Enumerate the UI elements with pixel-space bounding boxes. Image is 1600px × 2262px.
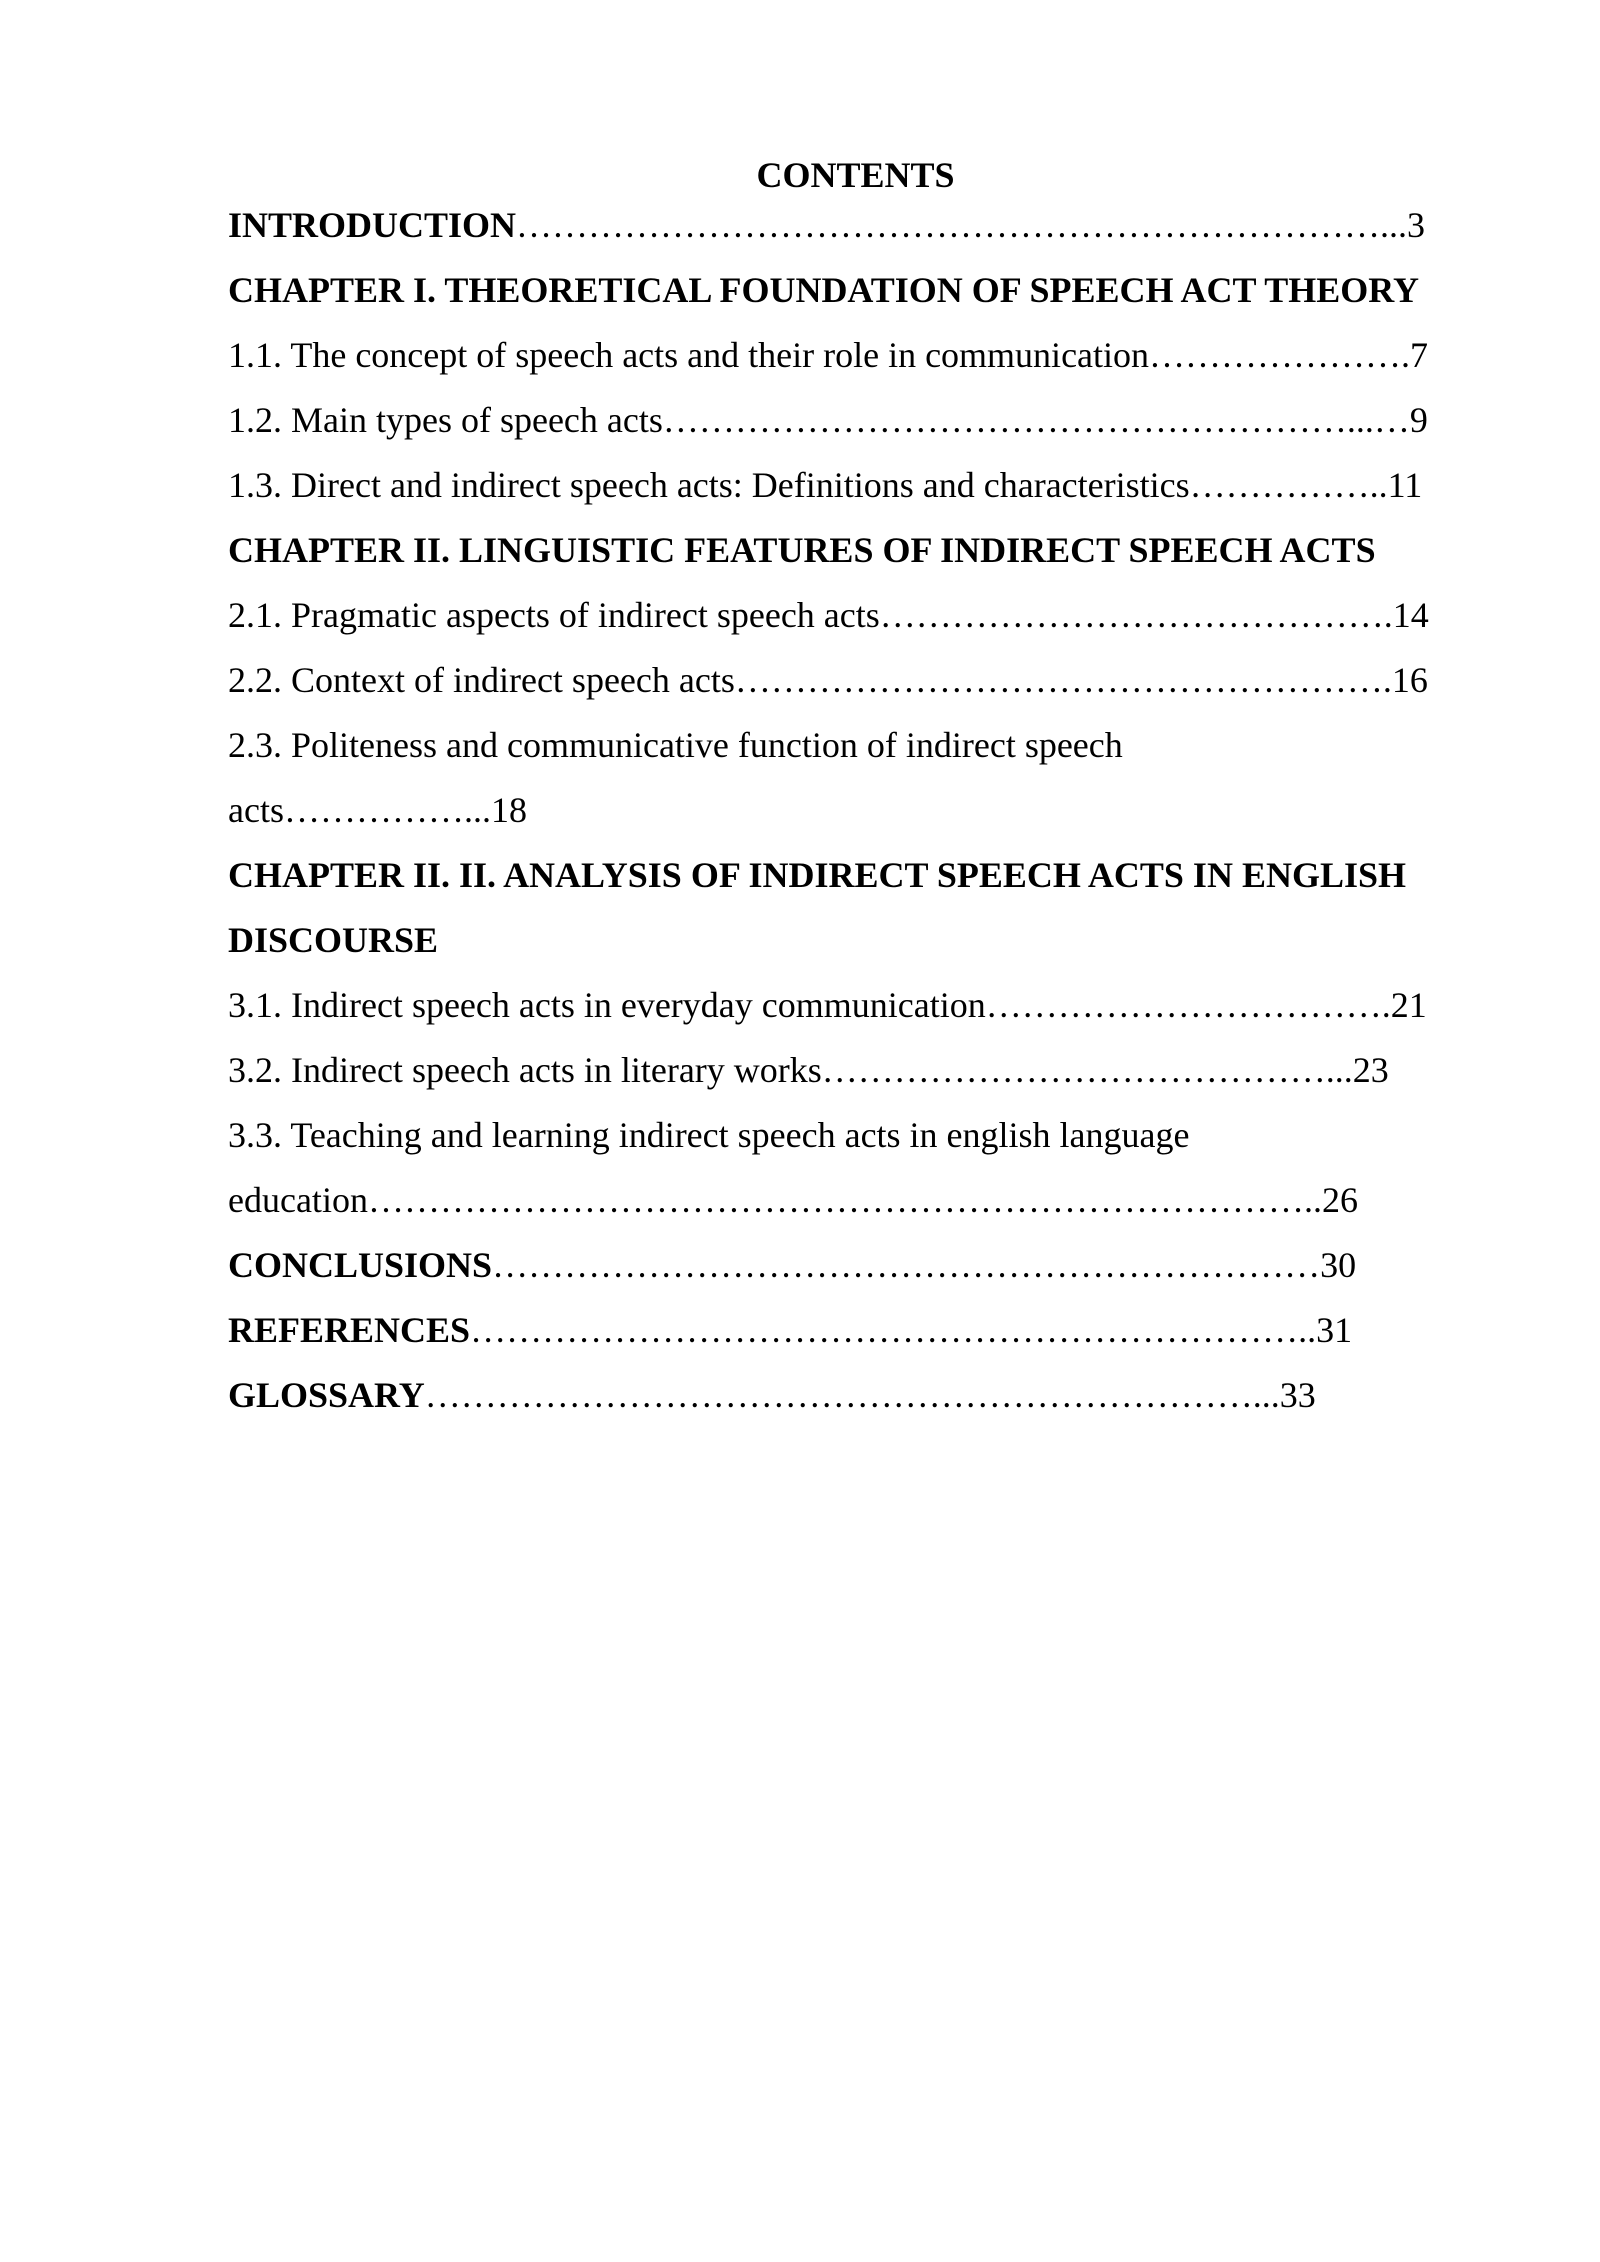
- toc-entry-3-3-line2: [228, 1175, 1358, 1225]
- toc-chapter-3-heading-line2: DISCOURSE: [228, 920, 439, 960]
- toc-entry-label: 1.2. Main types of speech acts: [228, 400, 663, 440]
- toc-entry-introduction: [228, 200, 1425, 250]
- toc-entry-references: [228, 1305, 1352, 1355]
- toc-chapter-3-heading-line1: CHAPTER II. II. ANALYSIS OF INDIRECT SPEECH ACTS IN ENGLISH: [228, 855, 1406, 895]
- toc-chapter-2-heading: CHAPTER II. LINGUISTIC FEATURES OF INDIRECT SPEECH ACTS: [228, 530, 1376, 570]
- toc-entry-1-2: [228, 395, 1428, 445]
- toc-entry-glossary: [228, 1370, 1316, 1420]
- toc-entry-3-3-line1: 3.3. Teaching and learning indirect speech acts in english language: [228, 1115, 1190, 1155]
- toc-entry-leader-page: ……………………………………………….16: [734, 660, 1428, 700]
- toc-entry-label: education: [228, 1180, 368, 1220]
- toc-entry-label: 1.1. The concept of speech acts and their role in communication: [228, 335, 1150, 375]
- toc-entry-3-1: [228, 980, 1427, 1030]
- toc-entry-2-2: [228, 655, 1428, 705]
- toc-entry-2-3-line2: [228, 785, 527, 835]
- toc-entry-leader-page: ……………………………………………………………..31: [470, 1310, 1353, 1350]
- toc-entry-leader-page: ………………………………………………………………...3: [516, 205, 1426, 245]
- toc-entry-label: GLOSSARY: [228, 1375, 425, 1415]
- toc-entry-leader-page: ……………..11: [1189, 465, 1423, 505]
- toc-entry-1-3: [228, 460, 1422, 510]
- toc-entry-leader-page: ……………………………………………………………...33: [424, 1375, 1316, 1415]
- toc-entry-label: INTRODUCTION: [228, 205, 517, 245]
- toc-entry-leader-page: ……………...18: [283, 790, 527, 830]
- toc-entry-3-2: [228, 1045, 1389, 1095]
- toc-entry-2-1: [228, 590, 1429, 640]
- toc-entry-leader-page: ……………………………………………………………………..26: [367, 1180, 1358, 1220]
- toc-entry-label: 3.2. Indirect speech acts in literary works: [228, 1050, 822, 1090]
- toc-entry-label: 1.3. Direct and indirect speech acts: Definitions and characteristics: [228, 465, 1190, 505]
- toc-chapter-1-heading: CHAPTER I. THEORETICAL FOUNDATION OF SPEECH ACT THEORY: [228, 270, 1419, 310]
- toc-entry-label: 2.2. Context of indirect speech acts: [228, 660, 735, 700]
- toc-entry-leader-page: ……………………………………………………………30: [492, 1245, 1357, 1285]
- toc-entry-leader-page: …………………………………………………...…9: [662, 400, 1428, 440]
- toc-entry-label: CONCLUSIONS: [228, 1245, 493, 1285]
- toc-entry-label: acts: [228, 790, 284, 830]
- toc-entry-2-3-line1: 2.3. Politeness and communicative function of indirect speech: [228, 725, 1123, 765]
- toc-entry-leader-page: …………………………….21: [985, 985, 1427, 1025]
- toc-entry-label: 2.1. Pragmatic aspects of indirect speech acts: [228, 595, 880, 635]
- toc-entry-leader-page: …………………………………….14: [879, 595, 1429, 635]
- toc-entry-label: 3.1. Indirect speech acts in everyday communication: [228, 985, 986, 1025]
- toc-entry-leader-page: ………………….7: [1149, 335, 1429, 375]
- toc-entry-conclusions: [228, 1240, 1356, 1290]
- page-title: CONTENTS: [756, 155, 955, 195]
- toc-entry-1-1: [228, 330, 1428, 380]
- toc-entry-label: REFERENCES: [228, 1310, 471, 1350]
- toc-entry-leader-page: ……………………………………...23: [821, 1050, 1389, 1090]
